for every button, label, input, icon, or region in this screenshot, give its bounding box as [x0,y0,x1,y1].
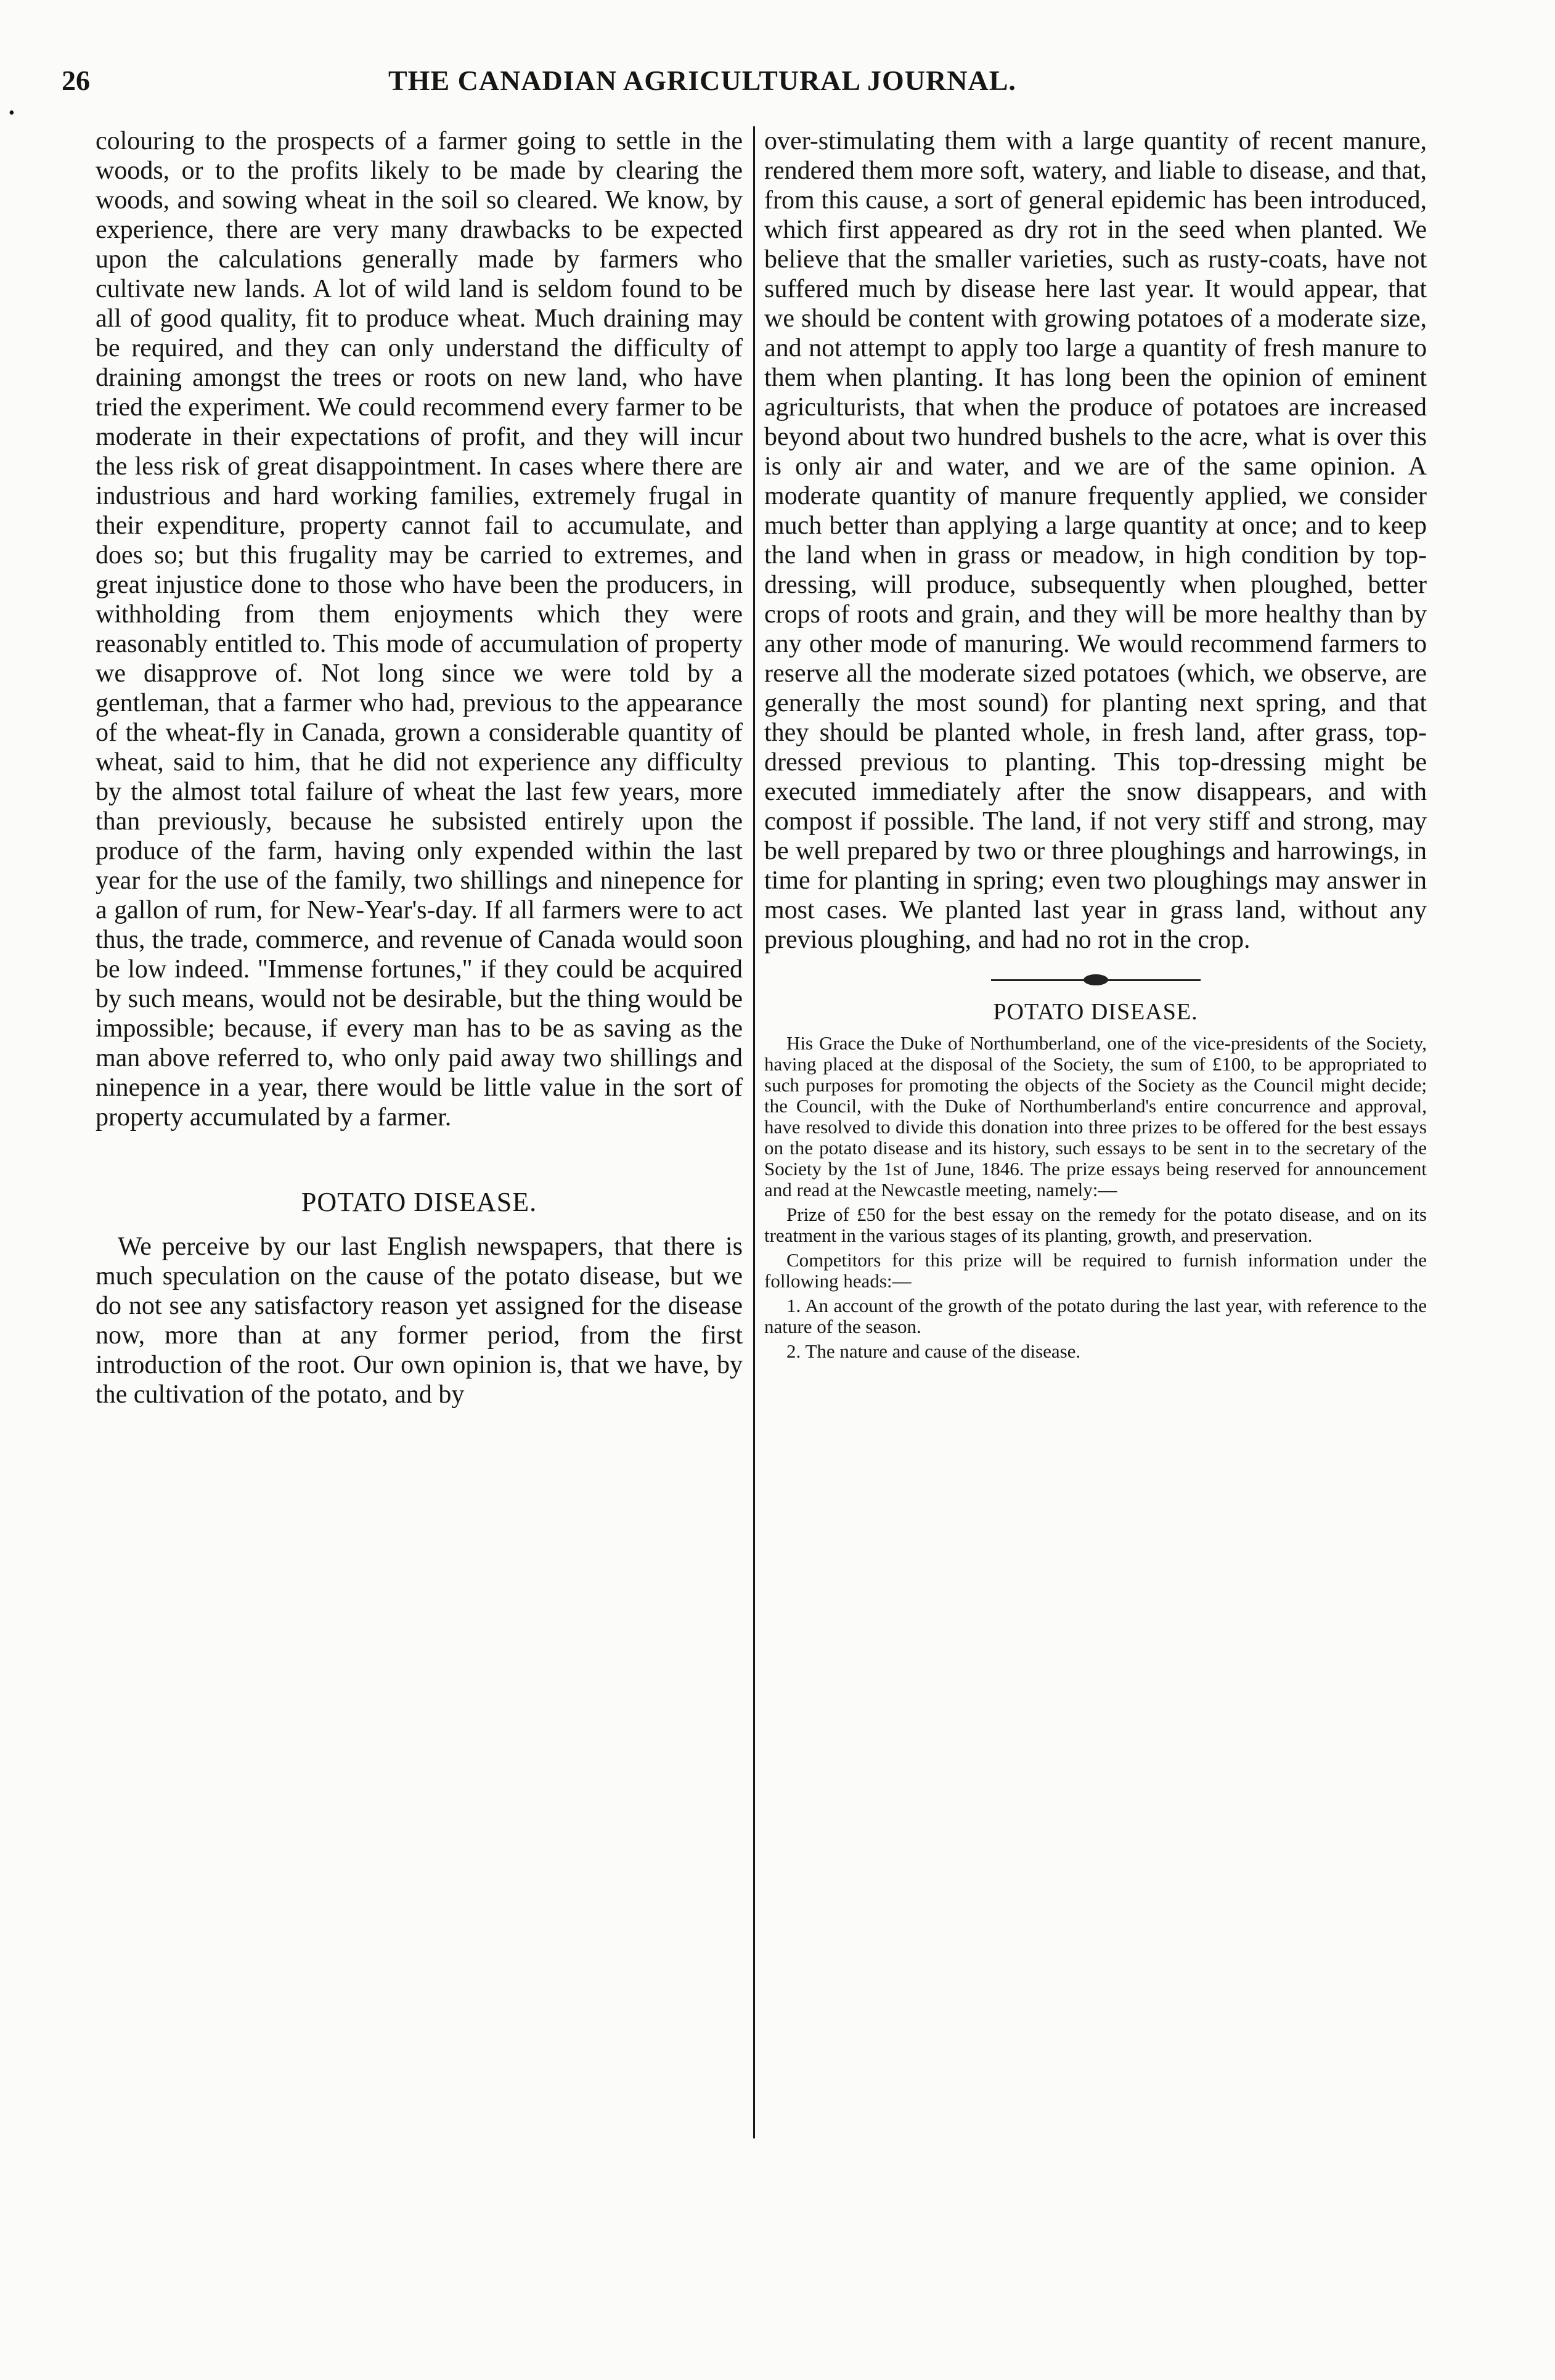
page-number: 26 [62,65,90,96]
left-section-heading: POTATO DISEASE. [301,1187,537,1217]
notice-paragraph: His Grace the Duke of Northumberland, one of the vice-presidents of the Society, having placed at the disposal of the Society, the sum of £100, to be appropriated to such purposes for promoting the objects of the Society as the Council might decide; the Council, with the Duke of Northumberland's entire concurrence and approval, have resolved to divide this donation into three prizes to be offered for the best essays on the potato disease and its history, such essays to be sent in to the secretary of the Society by the 1st of June, 1846. The prize essays being reserved for announcement and read at the Newcastle meeting, namely:— [764,1032,1427,1200]
page-header [62,64,1146,101]
list-item-1: 1. An account of the growth of the potato during the last year, with reference to the nature of the season. [764,1295,1427,1337]
page-top-edge [0,0,1555,5]
competitors-paragraph: Competitors for this prize will be required to furnish information under the following heads:— [764,1249,1427,1292]
margin-mark: • [9,104,15,123]
prize-paragraph: Prize of £50 for the best essay on the remedy for the potato disease, and on its treatment in the various stages of its planting, growth, and preservation. [764,1204,1427,1246]
right-column [764,126,1427,1366]
right-section-heading: POTATO DISEASE. [993,999,1198,1025]
list-item-2: 2. The nature and cause of the disease. [786,1340,1081,1362]
left-paragraph-2: We perceive by our last English newspapers, that there is much speculation on the cause of the potato disease, but we do not see any satisfactory reason yet assigned for the disease now, more than at any former period, from the first introduction of the root. Our own opinion is, that we have, by the cultivation of the potato, and by [96,1233,743,1409]
rule-ornament [1084,974,1108,985]
right-paragraph-1: over-stimulating them with a large quantity of recent manure, rendered them more soft, watery, and liable to disease, and that, from this cause, a sort of general epidemic has been introduced, which first appeared as dry rot in the seed when planted. We believe that the smaller varieties, such as rusty-coats, have not suffered much by disease here last year. It would appear, that we should be content with growing potatoes of a moderate size, and not attempt to apply too large a quantity of fresh manure to them when planting. It has long been the opinion of eminent agriculturists, that when the produce of potatoes are increased beyond about two hundred bushels to the acre, what is over this is only air and water, and we are of the same opinion. A moderate quantity of manure frequently applied, we consider much better than applying a large quantity at once; and to keep the land when in grass or meadow, in high condition by top-dressing, will produce, subsequently when ploughed, better crops of roots and grain, and they will be more healthy than by any other mode of manuring. We would recommend farmers to reserve all the moderate sized potatoes (which, we observe, are generally the most sound) for planting next spring, and that they should be planted whole, in fresh land, after grass, top-dressed previous to planting. This top-dressing might be executed immediately after the snow disappears, and with compost if possible. The land, if not very stiff and strong, may be well prepared by two or three ploughings and harrowings, in time for planting in spring; even two ploughings may answer in most cases. We planted last year in grass land, without any previous ploughing, and had no rot in the crop. [764,127,1427,954]
left-paragraph-1: colouring to the prospects of a farmer going to settle in the woods, or to the profits likely to be made by clearing the woods, and sowing wheat in the soil so cleared. We know, by experience, there are very many drawbacks to be expected upon the calculations generally made by farmers who cultivate new lands. A lot of wild land is seldom found to be all of good quality, fit to produce wheat. Much draining may be required, and they can only understand the difficulty of draining amongst the trees or roots on new land, who have tried the experiment. We could recommend every farmer to be moderate in their expectations of profit, and they will incur the less risk of great disappointment. In cases where there are industrious and hard working families, extremely frugal in their expenditure, property cannot fail to accumulate, and does so; but this frugality may be carried to extremes, and great injustice done to those who have been the producers, in withholding from them enjoyments which they were reasonably entitled to. This mode of accumulation of property we disapprove of. Not long since we were told by a gentleman, that a farmer who had, previous to the appearance of the wheat-fly in Canada, grown a considerable quantity of wheat, said to him, that he did not experience any difficulty by the almost total failure of wheat the last few years, more than previously, because he subsisted entirely upon the produce of the farm, having only expended within the last year for the use of the family, two shillings and ninepence for a gallon of rum, for New-Year's-day. If all farmers were to act thus, the trade, commerce, and revenue of Canada would soon be low indeed. "Immense fortunes," if they could be acquired by such means, would not be desirable, but the thing would be impossible; because, if every man has to be as saving as the man above referred to, who only paid away two shillings and ninepence in a year, there would be little value in the sort of property accumulated by a farmer. [96,127,743,1131]
section-rule [991,979,1201,981]
running-title: THE CANADIAN AGRICULTURAL JOURNAL. [388,65,1016,96]
column-divider [753,126,755,2138]
left-column [96,126,743,1409]
notice-block [764,1033,1427,1362]
